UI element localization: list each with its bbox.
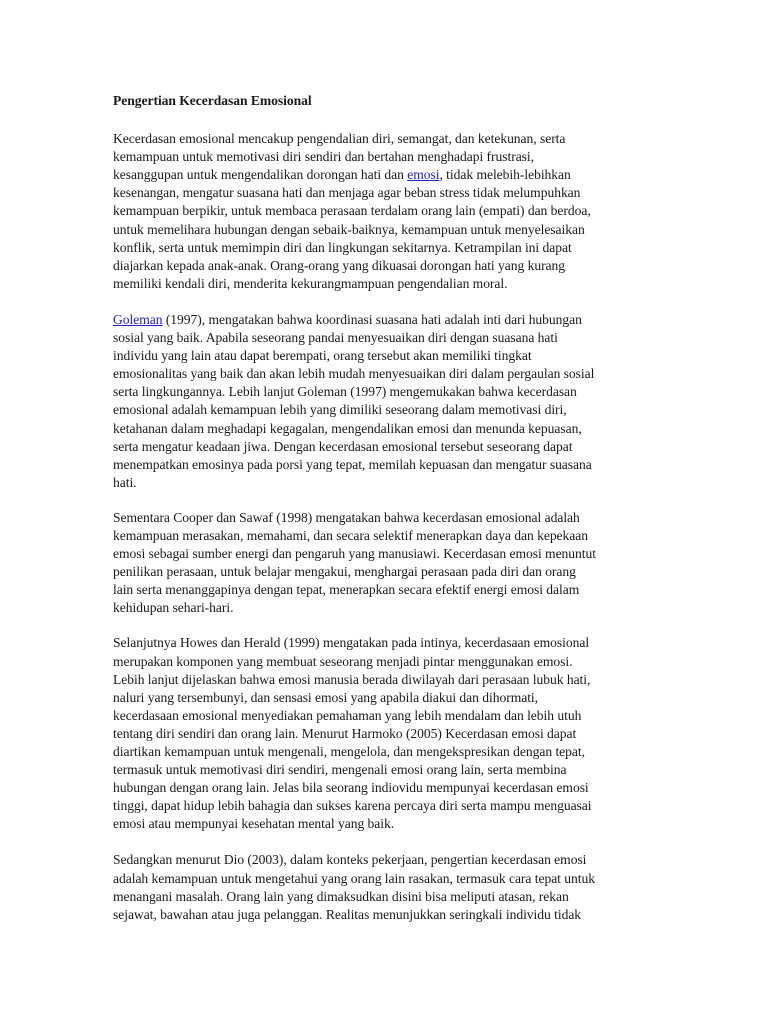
text-line: emosionalitas yang baik dan akan lebih mudah menyesuaikan diri dalam pergaulan sosial	[113, 366, 595, 382]
text-line: untuk memelihara hubungan dengan sebaik-baiknya, kemampuan untuk menyelesaikan	[113, 221, 585, 237]
paragraph-1	[113, 130, 661, 293]
text-line: tentang diri sendiri dan orang lain. Menurut Harmoko (2005) Kecerdasan emosi dapat	[113, 725, 577, 741]
text-line: sosial yang baik. Apabila seseorang pandai menyesuaikan diri dengan suasana hati	[113, 330, 558, 346]
text-segment: kesanggupan untuk mengendalikan dorongan hati dan	[113, 167, 408, 183]
emosi-link[interactable]: emosi	[407, 167, 440, 183]
text-line: kemampuan merasakan, memahami, dan secara selektif menerapkan daya dan kepekaan	[113, 527, 589, 543]
text-line: diajarkan kepada anak-anak. Orang-orang yang dikuasai dorongan hati yang kurang	[113, 257, 566, 273]
text-line: emosional adalah kemampuan lebih yang dimiliki seseorang dalam memotivasi diri,	[113, 402, 567, 418]
text-line: tinggi, dapat hidup lebih bahagia dan sukses karena percaya diri serta mampu menguasai	[113, 798, 592, 814]
text-line: naluri yang tersembunyi, dan sensasi emosi yang apabila diakui dan dihormati,	[113, 689, 539, 705]
text-line: ketahanan dalam meghadapi kegagalan, mengendalikan emosi dan menunda kepuasan,	[113, 420, 582, 436]
text-line	[113, 166, 661, 184]
text-line: lain serta menanggapinya dengan tepat, menerapkan secara efektif energi emosi dalam	[113, 582, 580, 598]
text-line: individu yang lain atau dapat berempati, orang tersebut akan memiliki tingkat	[113, 348, 532, 364]
text-line: kecerdasaan emosional menyediakan pemahaman yang lebih mendalam dan lebih utuh	[113, 707, 582, 723]
text-line: adalah kemampuan untuk mengetahui yang orang lain rasakan, termasuk cara tepat untuk	[113, 870, 595, 886]
text-line: hati.	[113, 474, 137, 490]
text-line: serta mengatur keadaan jiwa. Dengan kecerdasan emosional tersebut seseorang dapat	[113, 438, 573, 454]
text-line: menempatkan emosinya pada porsi yang tepat, memilah kepuasan dan mengatur suasana	[113, 456, 592, 472]
paragraph-2	[113, 311, 661, 492]
text-line	[113, 311, 661, 329]
text-segment: (1997), mengatakan bahwa koordinasi suasana hati adalah inti dari hubungan	[162, 311, 582, 327]
text-line: hubungan dengan orang lain. Jelas bila seorang indiovidu mempunyai kecerdasan emosi	[113, 780, 589, 796]
text-line: Lebih lanjut dijelaskan bahwa emosi manusia berada diwilayah dari perasaan lubuk hati,	[113, 671, 591, 687]
paragraph-5	[113, 851, 661, 923]
paragraph-4	[113, 634, 661, 833]
text-line: serta lingkungannya. Lebih lanjut Goleman (1997) mengemukakan bahwa kecerdasan	[113, 384, 577, 400]
text-line: Sementara Cooper dan Sawaf (1998) mengatakan bahwa kecerdasan emosional adalah	[113, 509, 580, 525]
text-segment: , tidak melebih-lebihkan	[439, 167, 571, 183]
text-line: sejawat, bawahan atau juga pelanggan. Realitas menunjukkan seringkali individu tidak	[113, 906, 582, 922]
text-line: konflik, serta untuk memimpin diri dan lingkungan sekitarnya. Ketrampilan ini dapat	[113, 239, 572, 255]
paragraph-3	[113, 509, 661, 618]
text-line: memiliki kendali diri, menderita kekurangmampuan pengendalian moral.	[113, 275, 508, 291]
text-line: emosi sebagai sumber energi dan pengaruh yang manusiawi. Kecerdasan emosi menuntut	[113, 546, 596, 562]
text-line: Selanjutnya Howes dan Herald (1999) mengatakan pada intinya, kecerdasaan emosional	[113, 635, 590, 651]
text-line: termasuk untuk memotivasi diri sendiri, mengenali emosi orang lain, serta membina	[113, 762, 567, 778]
text-line: merupakan komponen yang membuat seseorang menjadi pintar menggunakan emosi.	[113, 653, 573, 669]
text-line: kehidupan sehari-hari.	[113, 600, 234, 616]
text-line: Sedangkan menurut Dio (2003), dalam konteks pekerjaan, pengertian kecerdasan emosi	[113, 852, 587, 868]
text-line: kemampuan berpikir, untuk membaca perasaan terdalam orang lain (empati) dan berdoa,	[113, 203, 591, 219]
document-title: Pengertian Kecerdasan Emosional	[113, 93, 312, 108]
text-line: penilikan perasaan, untuk belajar mengakui, menghargai perasaan pada diri dan orang	[113, 564, 576, 580]
text-line: menangani masalah. Orang lain yang dimaksudkan disini bisa meliputi atasan, rekan	[113, 888, 569, 904]
document-body	[113, 92, 661, 942]
text-line: kesenangan, mengatur suasana hati dan menjaga agar beban stress tidak melumpuhkan	[113, 185, 581, 201]
text-line: emosi atau mempunyai kesehatan mental yang baik.	[113, 816, 395, 832]
text-line: Kecerdasan emosional mencakup pengendalian diri, semangat, dan ketekunan, serta	[113, 131, 566, 147]
text-line: diartikan kemampuan untuk mengenali, mengelola, dan mengekspresikan dengan tepat,	[113, 744, 585, 759]
goleman-link[interactable]: Goleman	[113, 311, 163, 327]
text-line: kemampuan untuk memotivasi diri sendiri dan bertahan menghadapi frustrasi,	[113, 149, 534, 165]
